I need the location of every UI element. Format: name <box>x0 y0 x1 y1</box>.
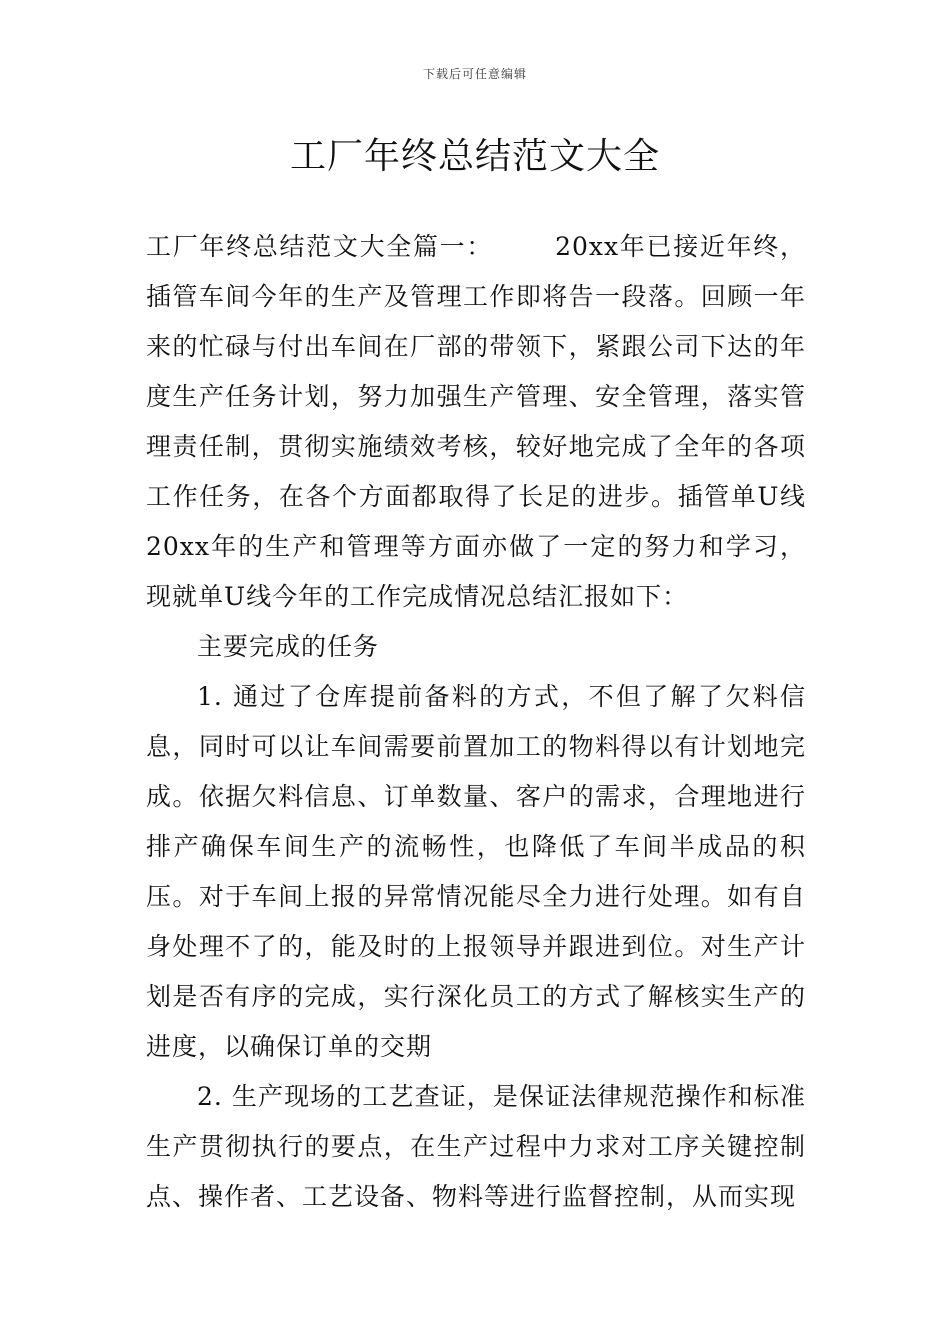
document-title: 工厂年终总结范文大全 <box>289 136 660 177</box>
intro-label: 工厂年终总结范文大全篇一： <box>146 232 494 261</box>
intro-paragraph <box>146 222 806 622</box>
list-item-2: 2. 生产现场的工艺查证，是保证法律规范操作和标准生产贯彻执行的要点，在生产过程中力求对工序关键控制点、操作者、工艺设备、物料等进行监督控制，从而实现 <box>146 1082 806 1211</box>
header-note: 下载后可任意编辑 <box>422 67 527 81</box>
document-body <box>146 222 806 1222</box>
intro-text: 20xx年已接近年终，插管车间今年的生产及管理工作即将告一段落。回顾一年来的忙碌与付出车间在厂部的带领下，紧跟公司下达的年度生产任务计划，努力加强生产管理、安全管理，落实管理责任制，贯彻实施绩效考核，较好地完成了全年的各项工作任务，在各个方面都取得了长足的进步。插管单U线20xx年的生产和管理等方面亦做了一定的努力和学习，现就单U线今年的工作完成情况总结汇报如下： <box>146 232 806 611</box>
section-heading: 主要完成的任务 <box>197 632 380 661</box>
list-item-1: 1. 通过了仓库提前备料的方式，不但了解了欠料信息，同时可以让车间需要前置加工的物料得以有计划地完成。依据欠料信息、订单数量、客户的需求，合理地进行排产确保车间生产的流畅性，也降低了车间半成品的积压。对于车间上报的异常情况能尽全力进行处理。如有自身处理不了的，能及时的上报领导并跟进到位。对生产计划是否有序的完成，实行深化员工的方式了解核实生产的进度，以确保订单的交期 <box>146 682 806 1061</box>
